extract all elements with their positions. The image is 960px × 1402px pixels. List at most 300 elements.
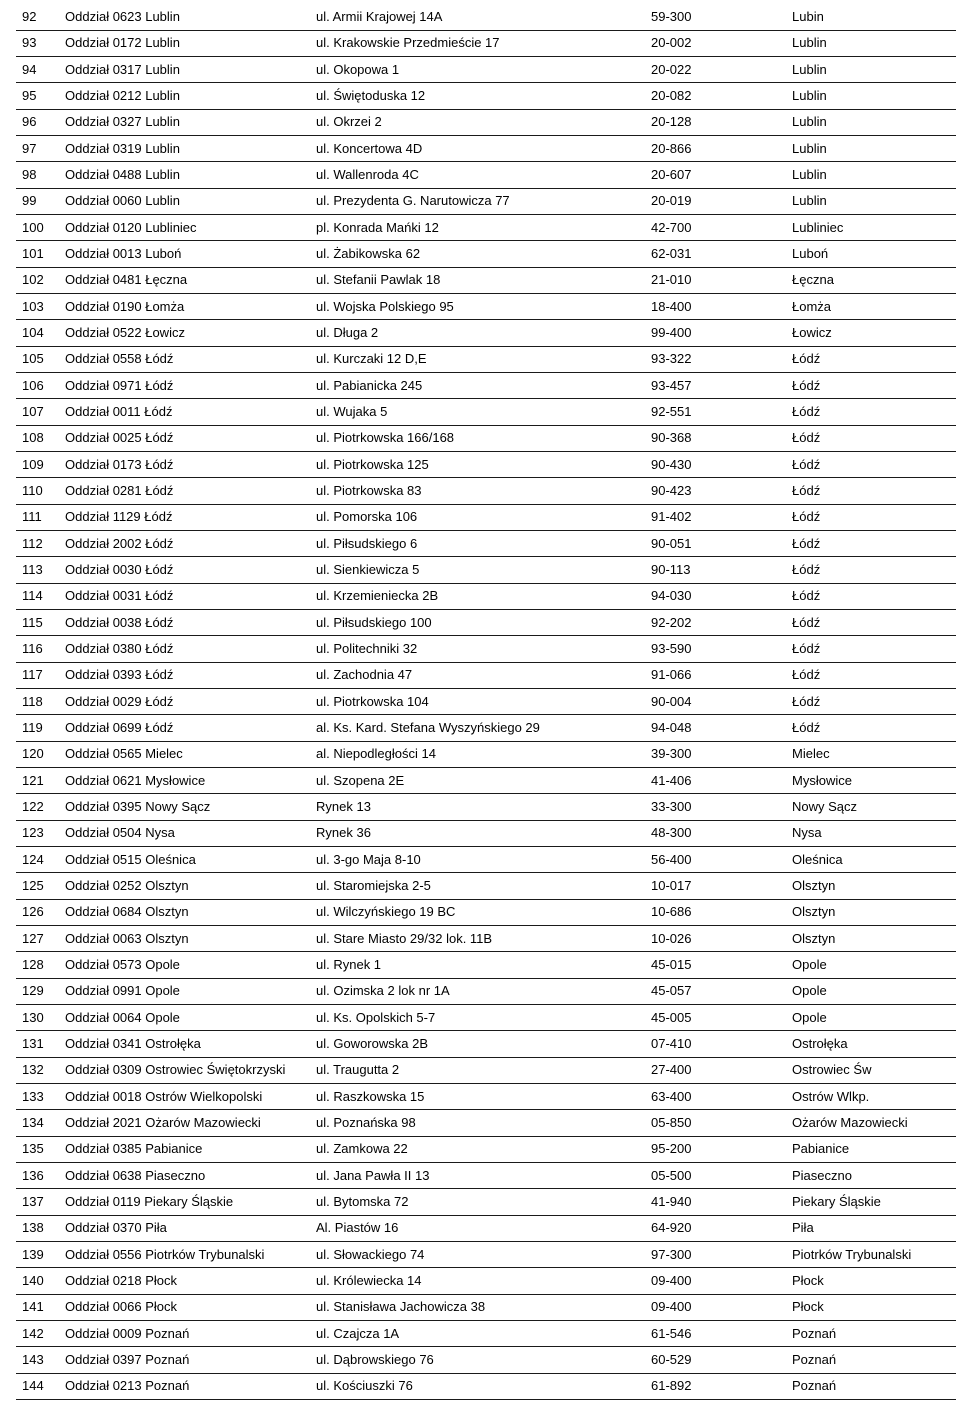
city: Płock	[788, 1294, 956, 1320]
postal-code: 39-300	[647, 741, 788, 767]
city: Olsztyn	[788, 873, 956, 899]
table-row	[16, 899, 956, 925]
row-number: 94	[16, 57, 61, 83]
branch-name: Oddział 0573 Opole	[61, 952, 312, 978]
branch-address: ul. Wilczyńskiego 19 BC	[312, 899, 647, 925]
branch-name: Oddział 0515 Oleśnica	[61, 847, 312, 873]
postal-code: 63-400	[647, 1083, 788, 1109]
branch-address: ul. Stefanii Pawlak 18	[312, 267, 647, 293]
postal-code: 94-030	[647, 583, 788, 609]
postal-code: 61-892	[647, 1373, 788, 1399]
branch-address: ul. Piotrkowska 166/168	[312, 425, 647, 451]
row-number: 100	[16, 215, 61, 241]
city: Łódź	[788, 531, 956, 557]
branch-address: ul. Staromiejska 2-5	[312, 873, 647, 899]
branch-name: Oddział 0558 Łódź	[61, 346, 312, 372]
row-number: 118	[16, 689, 61, 715]
row-number: 136	[16, 1162, 61, 1188]
table-row	[16, 215, 956, 241]
branch-address: ul. Kurczaki 12 D,E	[312, 346, 647, 372]
postal-code: 10-686	[647, 899, 788, 925]
table-row	[16, 741, 956, 767]
branch-name: Oddział 0504 Nysa	[61, 820, 312, 846]
table-row	[16, 662, 956, 688]
city: Lublin	[788, 30, 956, 56]
table-row	[16, 1373, 956, 1399]
branch-address: ul. Rynek 1	[312, 952, 647, 978]
table-row	[16, 267, 956, 293]
branch-address: ul. Ks. Opolskich 5-7	[312, 1004, 647, 1030]
branch-name: Oddział 0025 Łódź	[61, 425, 312, 451]
branch-address: ul. Stanisława Jachowicza 38	[312, 1294, 647, 1320]
row-number: 115	[16, 610, 61, 636]
postal-code: 20-607	[647, 162, 788, 188]
city: Łęczna	[788, 267, 956, 293]
row-number: 133	[16, 1083, 61, 1109]
row-number: 95	[16, 83, 61, 109]
branch-address: ul. Długa 2	[312, 320, 647, 346]
branch-name: Oddział 0011 Łódź	[61, 399, 312, 425]
branch-name: Oddział 1129 Łódź	[61, 504, 312, 530]
branch-table-body	[16, 4, 956, 1399]
postal-code: 91-402	[647, 504, 788, 530]
branch-name: Oddział 0397 Poznań	[61, 1347, 312, 1373]
row-number: 102	[16, 267, 61, 293]
row-number: 125	[16, 873, 61, 899]
table-row	[16, 504, 956, 530]
city: Łódź	[788, 399, 956, 425]
table-row	[16, 952, 956, 978]
postal-code: 27-400	[647, 1057, 788, 1083]
branch-address: ul. Raszkowska 15	[312, 1083, 647, 1109]
table-row	[16, 1268, 956, 1294]
table-row	[16, 636, 956, 662]
postal-code: 21-010	[647, 267, 788, 293]
row-number: 93	[16, 30, 61, 56]
row-number: 107	[16, 399, 61, 425]
branch-name: Oddział 0380 Łódź	[61, 636, 312, 662]
postal-code: 56-400	[647, 847, 788, 873]
row-number: 129	[16, 978, 61, 1004]
branch-address: ul. Piotrkowska 83	[312, 478, 647, 504]
branch-address: ul. Królewiecka 14	[312, 1268, 647, 1294]
postal-code: 91-066	[647, 662, 788, 688]
branch-address: ul. Szopena 2E	[312, 768, 647, 794]
postal-code: 20-866	[647, 136, 788, 162]
branch-address: pl. Konrada Mańki 12	[312, 215, 647, 241]
city: Nysa	[788, 820, 956, 846]
branch-name: Oddział 0623 Lublin	[61, 4, 312, 30]
postal-code: 64-920	[647, 1215, 788, 1241]
table-row	[16, 531, 956, 557]
branch-address: ul. Bytomska 72	[312, 1189, 647, 1215]
city: Piaseczno	[788, 1162, 956, 1188]
row-number: 143	[16, 1347, 61, 1373]
city: Łódź	[788, 425, 956, 451]
row-number: 114	[16, 583, 61, 609]
row-number: 144	[16, 1373, 61, 1399]
branch-address: ul. Piłsudskiego 6	[312, 531, 647, 557]
city: Łódź	[788, 478, 956, 504]
branch-address: ul. Sienkiewicza 5	[312, 557, 647, 583]
city: Piekary Śląskie	[788, 1189, 956, 1215]
city: Lublin	[788, 188, 956, 214]
branch-address: ul. Wojska Polskiego 95	[312, 294, 647, 320]
city: Płock	[788, 1268, 956, 1294]
branch-address: al. Niepodległości 14	[312, 741, 647, 767]
branch-name: Oddział 0393 Łódź	[61, 662, 312, 688]
branch-name: Oddział 0319 Lublin	[61, 136, 312, 162]
branch-address: ul. Pabianicka 245	[312, 373, 647, 399]
branch-name: Oddział 0120 Lubliniec	[61, 215, 312, 241]
postal-code: 45-057	[647, 978, 788, 1004]
branch-name: Oddział 0213 Poznań	[61, 1373, 312, 1399]
branch-address: ul. Kościuszki 76	[312, 1373, 647, 1399]
branch-name: Oddział 0218 Płock	[61, 1268, 312, 1294]
branch-address: ul. Poznańska 98	[312, 1110, 647, 1136]
row-number: 134	[16, 1110, 61, 1136]
city: Łódź	[788, 610, 956, 636]
city: Opole	[788, 978, 956, 1004]
postal-code: 93-457	[647, 373, 788, 399]
branch-address: ul. Zamkowa 22	[312, 1136, 647, 1162]
branch-name: Oddział 0971 Łódź	[61, 373, 312, 399]
branch-address: al. Ks. Kard. Stefana Wyszyńskiego 29	[312, 715, 647, 741]
postal-code: 33-300	[647, 794, 788, 820]
table-row	[16, 399, 956, 425]
table-row	[16, 478, 956, 504]
city: Poznań	[788, 1373, 956, 1399]
table-row	[16, 4, 956, 30]
city: Ostrołęka	[788, 1031, 956, 1057]
branch-address: ul. Krakowskie Przedmieście 17	[312, 30, 647, 56]
branch-name: Oddział 0029 Łódź	[61, 689, 312, 715]
table-row	[16, 1347, 956, 1373]
table-row	[16, 294, 956, 320]
postal-code: 20-128	[647, 109, 788, 135]
row-number: 127	[16, 925, 61, 951]
table-row	[16, 610, 956, 636]
table-row	[16, 30, 956, 56]
branch-name: Oddział 0481 Łęczna	[61, 267, 312, 293]
branch-name: Oddział 0030 Łódź	[61, 557, 312, 583]
branch-address: ul. Krzemieniecka 2B	[312, 583, 647, 609]
city: Łódź	[788, 636, 956, 662]
table-row	[16, 1110, 956, 1136]
postal-code: 99-400	[647, 320, 788, 346]
city: Łódź	[788, 346, 956, 372]
city: Łomża	[788, 294, 956, 320]
branch-address: ul. Wallenroda 4C	[312, 162, 647, 188]
table-row	[16, 978, 956, 1004]
table-row	[16, 373, 956, 399]
postal-code: 94-048	[647, 715, 788, 741]
branch-name: Oddział 0038 Łódź	[61, 610, 312, 636]
table-row	[16, 794, 956, 820]
city: Łódź	[788, 583, 956, 609]
row-number: 137	[16, 1189, 61, 1215]
table-row	[16, 241, 956, 267]
table-row	[16, 1031, 956, 1057]
branch-address: ul. Politechniki 32	[312, 636, 647, 662]
city: Łódź	[788, 504, 956, 530]
row-number: 139	[16, 1241, 61, 1267]
branch-name: Oddział 0327 Lublin	[61, 109, 312, 135]
branch-name: Oddział 0119 Piekary Śląskie	[61, 1189, 312, 1215]
branch-name: Oddział 0009 Poznań	[61, 1320, 312, 1346]
city: Piotrków Trybunalski	[788, 1241, 956, 1267]
postal-code: 41-940	[647, 1189, 788, 1215]
row-number: 132	[16, 1057, 61, 1083]
table-row	[16, 109, 956, 135]
row-number: 141	[16, 1294, 61, 1320]
table-row	[16, 689, 956, 715]
branch-name: Oddział 0341 Ostrołęka	[61, 1031, 312, 1057]
branch-table	[16, 4, 956, 1400]
branch-address: ul. Zachodnia 47	[312, 662, 647, 688]
table-row	[16, 847, 956, 873]
city: Ostrów Wlkp.	[788, 1083, 956, 1109]
city: Łódź	[788, 662, 956, 688]
table-row	[16, 1162, 956, 1188]
row-number: 92	[16, 4, 61, 30]
row-number: 121	[16, 768, 61, 794]
postal-code: 92-551	[647, 399, 788, 425]
row-number: 97	[16, 136, 61, 162]
city: Łódź	[788, 373, 956, 399]
table-row	[16, 1241, 956, 1267]
branch-address: ul. Pomorska 106	[312, 504, 647, 530]
row-number: 104	[16, 320, 61, 346]
postal-code: 09-400	[647, 1294, 788, 1320]
postal-code: 90-004	[647, 689, 788, 715]
table-row	[16, 1215, 956, 1241]
branch-name: Oddział 0385 Pabianice	[61, 1136, 312, 1162]
postal-code: 93-322	[647, 346, 788, 372]
branch-address: ul. Piotrkowska 125	[312, 452, 647, 478]
table-row	[16, 162, 956, 188]
city: Poznań	[788, 1320, 956, 1346]
table-row	[16, 57, 956, 83]
postal-code: 20-022	[647, 57, 788, 83]
postal-code: 45-005	[647, 1004, 788, 1030]
row-number: 131	[16, 1031, 61, 1057]
postal-code: 92-202	[647, 610, 788, 636]
branch-name: Oddział 0488 Lublin	[61, 162, 312, 188]
branch-address: ul. Okopowa 1	[312, 57, 647, 83]
branch-address: ul. Koncertowa 4D	[312, 136, 647, 162]
branch-name: Oddział 0281 Łódź	[61, 478, 312, 504]
branch-name: Oddział 0699 Łódź	[61, 715, 312, 741]
postal-code: 97-300	[647, 1241, 788, 1267]
postal-code: 90-113	[647, 557, 788, 583]
table-row	[16, 1004, 956, 1030]
branch-name: Oddział 0565 Mielec	[61, 741, 312, 767]
branch-name: Oddział 0252 Olsztyn	[61, 873, 312, 899]
table-row	[16, 557, 956, 583]
city: Olsztyn	[788, 925, 956, 951]
row-number: 138	[16, 1215, 61, 1241]
city: Mielec	[788, 741, 956, 767]
city: Piła	[788, 1215, 956, 1241]
postal-code: 20-002	[647, 30, 788, 56]
city: Opole	[788, 1004, 956, 1030]
row-number: 109	[16, 452, 61, 478]
branch-address: ul. 3-go Maja 8-10	[312, 847, 647, 873]
row-number: 128	[16, 952, 61, 978]
row-number: 135	[16, 1136, 61, 1162]
branch-address: ul. Żabikowska 62	[312, 241, 647, 267]
table-row	[16, 715, 956, 741]
branch-name: Oddział 0370 Piła	[61, 1215, 312, 1241]
branch-address: ul. Traugutta 2	[312, 1057, 647, 1083]
city: Łowicz	[788, 320, 956, 346]
branch-address: Rynek 36	[312, 820, 647, 846]
branch-address: ul. Dąbrowskiego 76	[312, 1347, 647, 1373]
table-row	[16, 188, 956, 214]
city: Olsztyn	[788, 899, 956, 925]
postal-code: 60-529	[647, 1347, 788, 1373]
postal-code: 10-017	[647, 873, 788, 899]
city: Łódź	[788, 452, 956, 478]
table-row	[16, 1294, 956, 1320]
table-row	[16, 873, 956, 899]
city: Lublin	[788, 57, 956, 83]
postal-code: 48-300	[647, 820, 788, 846]
table-row	[16, 1083, 956, 1109]
branch-address: ul. Piłsudskiego 100	[312, 610, 647, 636]
city: Pabianice	[788, 1136, 956, 1162]
branch-name: Oddział 0064 Opole	[61, 1004, 312, 1030]
postal-code: 90-423	[647, 478, 788, 504]
branch-address: ul. Goworowska 2B	[312, 1031, 647, 1057]
city: Lublin	[788, 136, 956, 162]
row-number: 117	[16, 662, 61, 688]
city: Łódź	[788, 689, 956, 715]
row-number: 123	[16, 820, 61, 846]
table-row	[16, 583, 956, 609]
branch-name: Oddział 0018 Ostrów Wielkopolski	[61, 1083, 312, 1109]
postal-code: 62-031	[647, 241, 788, 267]
table-row	[16, 346, 956, 372]
city: Lublin	[788, 162, 956, 188]
city: Lublin	[788, 109, 956, 135]
branch-name: Oddział 0309 Ostrowiec Świętokrzyski	[61, 1057, 312, 1083]
branch-name: Oddział 0621 Mysłowice	[61, 768, 312, 794]
branch-name: Oddział 0684 Olsztyn	[61, 899, 312, 925]
city: Łódź	[788, 715, 956, 741]
postal-code: 42-700	[647, 215, 788, 241]
branch-name: Oddział 0317 Lublin	[61, 57, 312, 83]
branch-name: Oddział 0395 Nowy Sącz	[61, 794, 312, 820]
postal-code: 09-400	[647, 1268, 788, 1294]
postal-code: 20-019	[647, 188, 788, 214]
branch-name: Oddział 0172 Lublin	[61, 30, 312, 56]
branch-name: Oddział 0190 Łomża	[61, 294, 312, 320]
row-number: 99	[16, 188, 61, 214]
row-number: 112	[16, 531, 61, 557]
table-row	[16, 425, 956, 451]
table-row	[16, 136, 956, 162]
city: Mysłowice	[788, 768, 956, 794]
row-number: 119	[16, 715, 61, 741]
branch-address: ul. Prezydenta G. Narutowicza 77	[312, 188, 647, 214]
table-row	[16, 1320, 956, 1346]
postal-code: 45-015	[647, 952, 788, 978]
row-number: 130	[16, 1004, 61, 1030]
branch-address: ul. Czajcza 1A	[312, 1320, 647, 1346]
branch-address: ul. Ozimska 2 lok nr 1A	[312, 978, 647, 1004]
table-row	[16, 1057, 956, 1083]
row-number: 101	[16, 241, 61, 267]
row-number: 120	[16, 741, 61, 767]
row-number: 126	[16, 899, 61, 925]
branch-address: ul. Jana Pawła II 13	[312, 1162, 647, 1188]
row-number: 116	[16, 636, 61, 662]
city: Ostrowiec Św	[788, 1057, 956, 1083]
city: Luboń	[788, 241, 956, 267]
branch-address: ul. Armii Krajowej 14A	[312, 4, 647, 30]
postal-code: 18-400	[647, 294, 788, 320]
row-number: 113	[16, 557, 61, 583]
table-row	[16, 925, 956, 951]
branch-name: Oddział 0031 Łódź	[61, 583, 312, 609]
city: Opole	[788, 952, 956, 978]
branch-address: ul. Okrzei 2	[312, 109, 647, 135]
table-row	[16, 452, 956, 478]
branch-name: Oddział 0063 Olsztyn	[61, 925, 312, 951]
branch-address: ul. Świętoduska 12	[312, 83, 647, 109]
branch-name: Oddział 2021 Ożarów Mazowiecki	[61, 1110, 312, 1136]
city: Nowy Sącz	[788, 794, 956, 820]
branch-name: Oddział 0556 Piotrków Trybunalski	[61, 1241, 312, 1267]
postal-code: 90-051	[647, 531, 788, 557]
branch-name: Oddział 0060 Lublin	[61, 188, 312, 214]
table-row	[16, 320, 956, 346]
postal-code: 90-430	[647, 452, 788, 478]
row-number: 98	[16, 162, 61, 188]
postal-code: 10-026	[647, 925, 788, 951]
branch-address: Rynek 13	[312, 794, 647, 820]
row-number: 111	[16, 504, 61, 530]
table-row	[16, 1136, 956, 1162]
branch-name: Oddział 0066 Płock	[61, 1294, 312, 1320]
table-row	[16, 1189, 956, 1215]
city: Oleśnica	[788, 847, 956, 873]
postal-code: 93-590	[647, 636, 788, 662]
branch-name: Oddział 0522 Łowicz	[61, 320, 312, 346]
row-number: 96	[16, 109, 61, 135]
city: Lublin	[788, 83, 956, 109]
branch-address: ul. Wujaka 5	[312, 399, 647, 425]
branch-name: Oddział 0991 Opole	[61, 978, 312, 1004]
row-number: 142	[16, 1320, 61, 1346]
row-number: 140	[16, 1268, 61, 1294]
table-row	[16, 83, 956, 109]
branch-address: ul. Stare Miasto 29/32 lok. 11B	[312, 925, 647, 951]
branch-address: ul. Piotrkowska 104	[312, 689, 647, 715]
city: Łódź	[788, 557, 956, 583]
city: Lubliniec	[788, 215, 956, 241]
postal-code: 05-500	[647, 1162, 788, 1188]
postal-code: 90-368	[647, 425, 788, 451]
branch-name: Oddział 2002 Łódź	[61, 531, 312, 557]
row-number: 108	[16, 425, 61, 451]
city: Poznań	[788, 1347, 956, 1373]
branch-address: ul. Słowackiego 74	[312, 1241, 647, 1267]
branch-name: Oddział 0638 Piaseczno	[61, 1162, 312, 1188]
row-number: 124	[16, 847, 61, 873]
